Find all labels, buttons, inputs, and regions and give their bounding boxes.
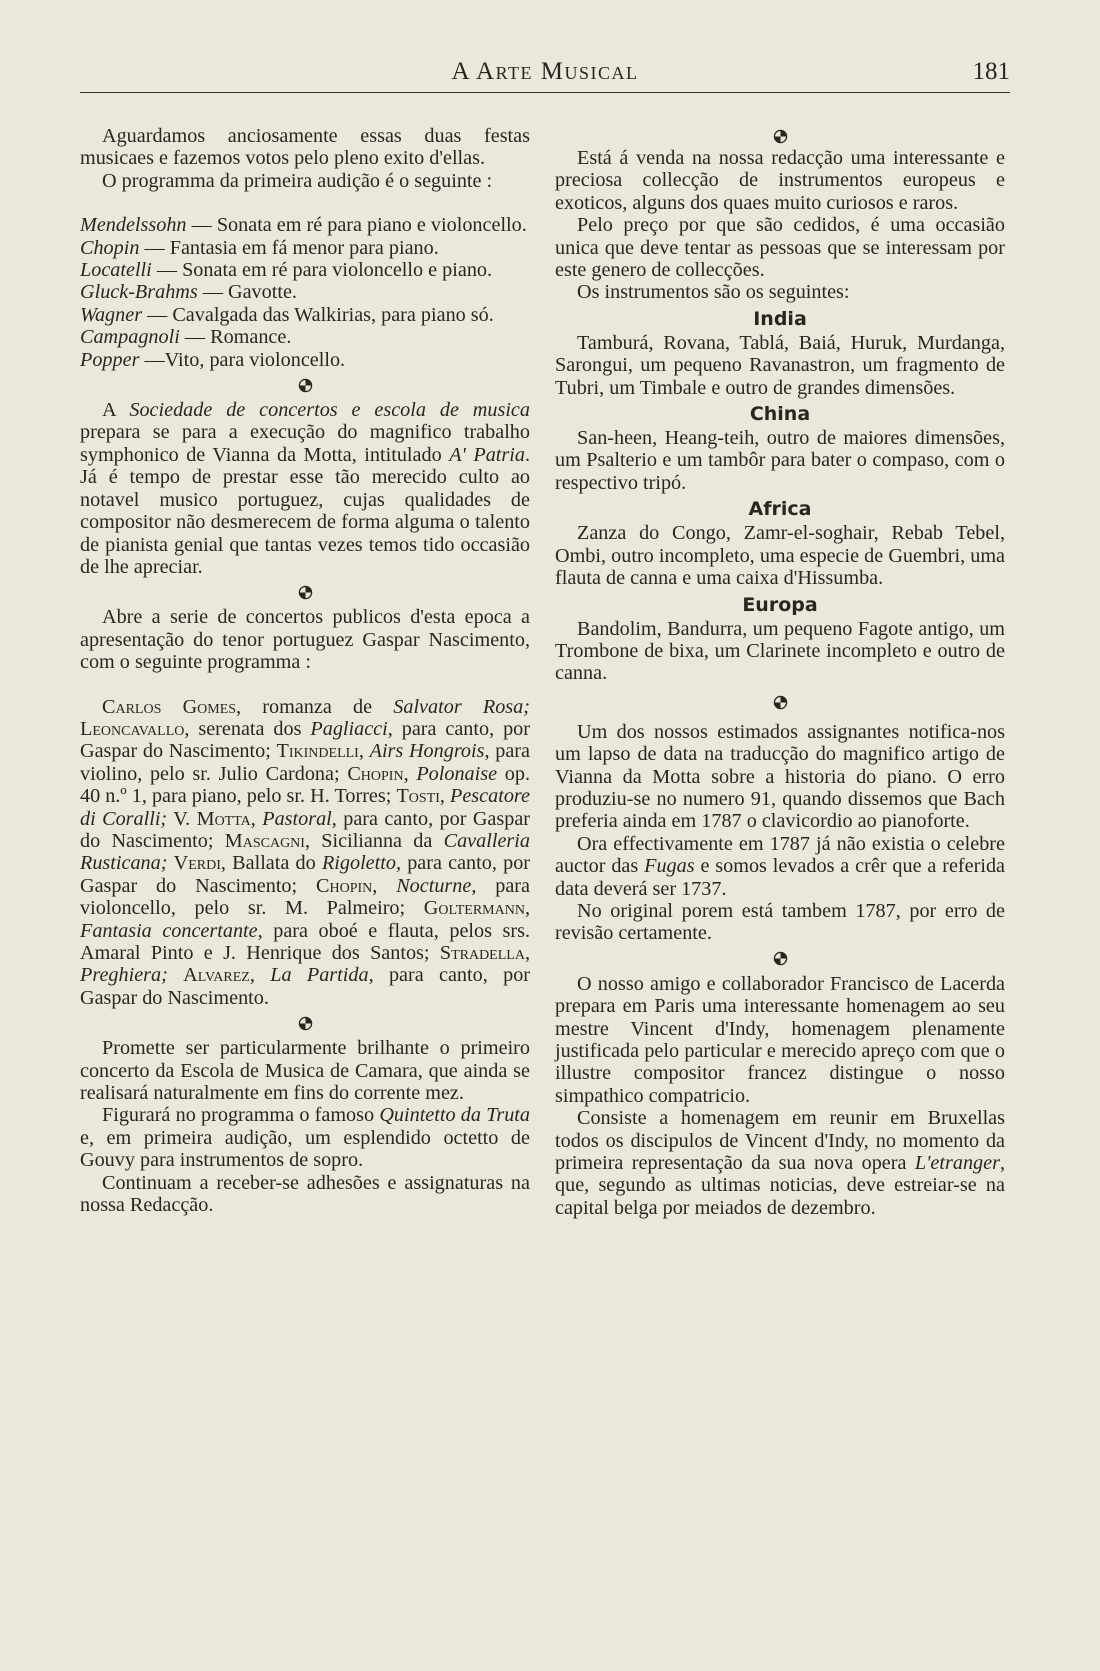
paragraph-concert-program: Carlos Gomes, romanza de Salvator Rosa; Leoncavallo, serenata dos Pagliacci, para canto, por Gaspar do Nascimento; Tikindelli, Airs Hongrois, para violino, pelo sr. Julio Cardona; Chopin, Polonaise op. 40 n.º 1, para piano, pelo sr. H. Torres; Tosti, Pescatore di Coralli; V. Motta, Pastoral, para canto, por Gaspar do Nascimento; Mascagni, Sicilianna da Cavalleria Rusticana; Verdi, Ballata do Rigoletto, para canto, por Gaspar do Nascimento; Chopin, Nocturne, para violoncello, pelo sr. M. Palmeiro; Goltermann, Fantasia concertante, para oboé e flauta, pelos srs. Amaral Pinto e J. Henrique dos Santos; Stradella, Preghiera; Alvarez, La Partida, para canto, por Gaspar do Nascimento. bbox=[80, 695, 531, 1009]
paragraph-sociedade: A Sociedade de concertos e escola de musica prepara se para a execução do magnifico trabalho symphonico de Vianna da Motta, intitulado A' Patria. Já é tempo de prestar esse tão merecido culto ao notavel musico portuguez, cujas qualidades de compositor não desmerecem de forma alguma o talento de pianista genial que tantas vezes temos tido occasião de lhe apreciar. bbox=[80, 399, 530, 578]
paragraph-preco: Pelo preço por que são cedidos, é uma occasião unica que deve tentar as pessoas que se interessam por este genero de collecções. bbox=[555, 214, 1005, 282]
running-header bbox=[80, 52, 1010, 93]
paragraph-programma-intro: O programma da primeira audição é o seguinte : bbox=[102, 169, 493, 192]
section-ornament-icon bbox=[80, 578, 530, 606]
paragraph-lacerda: O nosso amigo e collaborador Francisco de Lacerda prepara em Paris uma interessante homenagem ao seu mestre Vincent d'Indy, homenagem plenamente justificada pelo particular e merecido apreço com que o illustre compositor francez distingue o nosso simpathico compatricio. bbox=[555, 972, 1005, 1107]
paragraph-assignante: Um dos nossos estimados assignantes notifica-nos um lapso de data na traducção do magnifico artigo de Vianna da Motta sobre a historia do piano. O erro produziu-se no numero 91, quando dissemos que Bach preferia ainda em 1787 o clavicordio ao pianoforte. bbox=[555, 720, 1005, 833]
region-instruments-india: Tamburá, Rovana, Tablá, Baiá, Huruk, Murdanga, Sarongui, um pequeno Ravanastron, um fragmento de Tubri, um Timbale e outro de grandes dimensões. bbox=[555, 331, 1005, 399]
region-heading-india: India bbox=[753, 307, 807, 330]
paragraph-figurara: Figurará no programma o famoso Quintetto da Truta e, em primeira audição, um esplendido octetto de Gouvy para instrumentos de sopro. bbox=[80, 1104, 530, 1172]
paragraph-continuam: Continuam a receber-se adhesões e assignaturas na nossa Redacção. bbox=[80, 1171, 530, 1217]
page-number: 181 bbox=[972, 58, 1010, 85]
program-item: Campagnoli — Romance. bbox=[80, 326, 292, 349]
paragraph-abre: Abre a serie de concertos publicos d'esta epoca a apresentação do tenor portuguez Gaspar Nascimento, com o seguinte programma : bbox=[80, 606, 530, 674]
section-ornament-icon bbox=[80, 1009, 530, 1037]
program-item: Chopin — Fantasia em fá menor para piano. bbox=[80, 236, 439, 259]
region-heading-europa: Europa bbox=[742, 593, 818, 616]
program-item: Gluck-Brahms — Gavotte. bbox=[80, 281, 297, 304]
paragraph-promette: Promette ser particularmente brilhante o primeiro concerto da Escola de Musica de Camara, que ainda se realisará naturalmente em fins do corrente mez. bbox=[80, 1037, 530, 1105]
region-instruments-africa: Zanza do Congo, Zamr-el-soghair, Rebab Tebel, Ombi, outro incompleto, uma especie de Guembri, uma flauta de canna e uma caixa d'Hissumba. bbox=[555, 522, 1005, 590]
region-heading-china: China bbox=[749, 403, 811, 426]
region-heading-africa: Africa bbox=[748, 498, 812, 521]
paragraph-original: No original porem está tambem 1787, por erro de revisão certamente. bbox=[555, 899, 1005, 945]
program-item: Popper —Vito, para violoncello. bbox=[80, 348, 346, 371]
paragraph-seguintes: Os instrumentos são os seguintes: bbox=[577, 281, 850, 304]
program-list bbox=[80, 214, 530, 371]
paragraph-consiste: Consiste a homenagem em reunir em Bruxellas todos os discipulos de Vincent d'Indy, no momento da primeira representação da sua nova opera L'etranger, que, segundo as ultimas noticias, deve estreiar-se na capital belga por meiados de dezembro. bbox=[555, 1107, 1005, 1219]
program-item: Locatelli — Sonata em ré para violoncello e piano. bbox=[80, 259, 493, 282]
left-column bbox=[80, 125, 530, 1216]
section-ornament-icon bbox=[555, 685, 1005, 721]
region-instruments-europa: Bandolim, Bandurra, um pequeno Fagote antigo, um Trombone de bixa, um Clarinete incompleto e outro de canna. bbox=[555, 617, 1005, 685]
paragraph-aguardamos: Aguardamos anciosamente essas duas festas musicaes e fazemos votos pelo pleno exito d'ellas. bbox=[80, 125, 530, 170]
section-ornament-icon bbox=[555, 125, 1005, 147]
program-item: Mendelssohn — Sonata em ré para piano e violoncello. bbox=[80, 214, 527, 237]
running-title: A Arte Musical bbox=[451, 58, 639, 85]
paragraph-ora: Ora effectivamente em 1787 já não existia o celebre auctor das Fugas e somos levados a crêr que a referida data deverá ser 1737. bbox=[555, 832, 1005, 900]
program-item: Wagner — Cavalgada das Walkirias, para piano só. bbox=[80, 303, 494, 326]
section-ornament-icon bbox=[80, 371, 530, 399]
region-instruments-china: San-heen, Heang-teih, outro de maiores dimensões, um Psalterio e um tambôr para bater o compaso, com o respectivo tripó. bbox=[555, 427, 1005, 494]
right-column bbox=[555, 125, 1005, 1219]
paragraph-venda: Está á venda na nossa redacção uma interessante e preciosa collecção de instrumentos europeus e exoticos, alguns dos quaes muito curiosos e raros. bbox=[555, 147, 1005, 214]
section-ornament-icon bbox=[555, 945, 1005, 973]
